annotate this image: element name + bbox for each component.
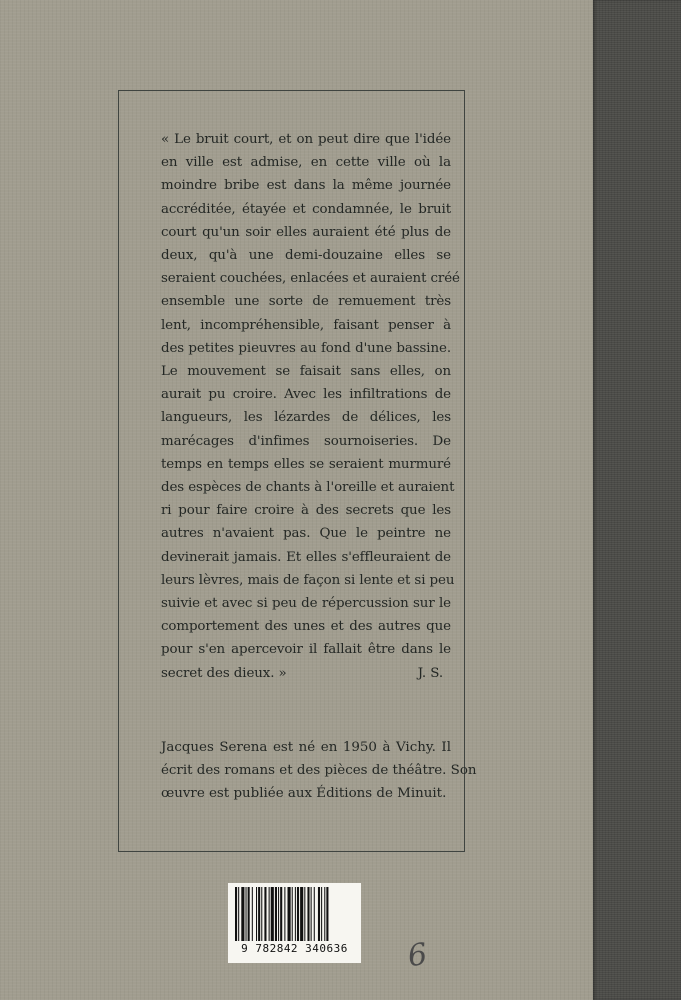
quote-last-line: [161, 662, 451, 685]
quote-line: ri pour faire croire à des secrets que les: [161, 503, 451, 519]
barcode-bar: [304, 887, 305, 941]
quote-line: lent, incompréhensible, faisant penser à: [161, 317, 451, 333]
quote-line: devinerait jamais. Et elles s'effleuraient de: [161, 549, 451, 565]
barcode-bar: [288, 887, 291, 941]
quote-line: deux, qu'à une demi-douzaine elles se: [161, 248, 451, 264]
handwritten-mark: 6: [405, 936, 430, 975]
barcode-bar: [307, 887, 309, 941]
quote-line: langueurs, les lézardes de délices, les: [161, 410, 451, 426]
barcode-bar: [280, 887, 282, 941]
barcode-bar: [318, 887, 320, 941]
barcode-bar: [256, 887, 257, 941]
isbn-number: 9 782842 340636: [241, 942, 348, 955]
barcode-bar: [292, 887, 293, 941]
quote-line: aurait pu croire. Avec les infiltrations de: [161, 387, 451, 403]
barcode-bar: [241, 887, 244, 941]
barcode-bar: [297, 887, 299, 941]
barcode-bar: [261, 887, 262, 941]
quote-line: seraient couchées, enlacées et auraient créé: [161, 271, 460, 287]
quote-line: pour s'en apercevoir il fallait être dans le: [161, 642, 451, 658]
author-bio: [161, 736, 477, 806]
barcode-bar: [324, 887, 325, 941]
quote-line: comportement des unes et des autres que: [161, 619, 451, 635]
bio-line: écrit des romans et des pièces de théâtre. Son: [161, 763, 477, 779]
barcode-bar: [248, 887, 250, 941]
barcode-bar: [235, 887, 237, 941]
barcode-bar: [264, 887, 266, 941]
barcode-label: [228, 883, 361, 963]
quote-line: ensemble une sorte de remuement très: [161, 294, 451, 310]
barcode-bar: [238, 887, 239, 941]
quote-end-text: secret des dieux. »: [161, 665, 287, 681]
barcode-bar: [321, 887, 322, 941]
barcode-bars: [235, 887, 354, 943]
quote-line: autres n'avaient pas. Que le peintre ne: [161, 526, 451, 542]
quote-line: court qu'un soir elles auraient été plus de: [161, 224, 451, 240]
quote-line: en ville est admise, en cette ville où la: [161, 155, 451, 171]
quote-line: Le mouvement se faisait sans elles, on: [161, 364, 451, 380]
quote-line: « Le bruit court, et on peut dire que l'idée: [161, 132, 451, 147]
barcode-bar: [284, 887, 285, 941]
barcode-bar: [278, 887, 279, 941]
barcode-bar: [271, 887, 274, 941]
quote-line: moindre bribe est dans la même journée: [161, 178, 451, 194]
bio-line: Jacques Serena est né en 1950 à Vichy. Il: [161, 740, 451, 755]
quote-line: marécages d'infimes sournoiseries. De: [161, 433, 451, 449]
quote-line: des espèces de chants à l'oreille et auraient: [161, 480, 455, 496]
quote-line: temps en temps elles se seraient murmuré: [161, 456, 451, 472]
barcode-bar: [269, 887, 270, 941]
quote-line: accréditée, étayée et condamnée, le bruit: [161, 201, 451, 217]
barcode-bar: [252, 887, 253, 941]
barcode-bar: [314, 887, 315, 941]
author-initials: J. S.: [417, 665, 443, 681]
quote-block: [161, 128, 460, 685]
barcode-bar: [295, 887, 296, 941]
barcode-bar: [300, 887, 303, 941]
barcode-bar: [326, 887, 328, 941]
barcode-bar: [258, 887, 260, 941]
barcode-bar: [311, 887, 312, 941]
quote-line: leurs lèvres, mais de façon si lente et si peu: [161, 572, 455, 588]
quote-line: suivie et avec si peu de répercussion sur le: [161, 596, 451, 612]
quote-line: des petites pieuvres au fond d'une bassine.: [161, 340, 451, 356]
book-spine: [593, 0, 681, 1000]
barcode-bar: [275, 887, 277, 941]
barcode-bar: [246, 887, 247, 941]
bio-line: œuvre est publiée aux Éditions de Minuit.: [161, 786, 447, 802]
